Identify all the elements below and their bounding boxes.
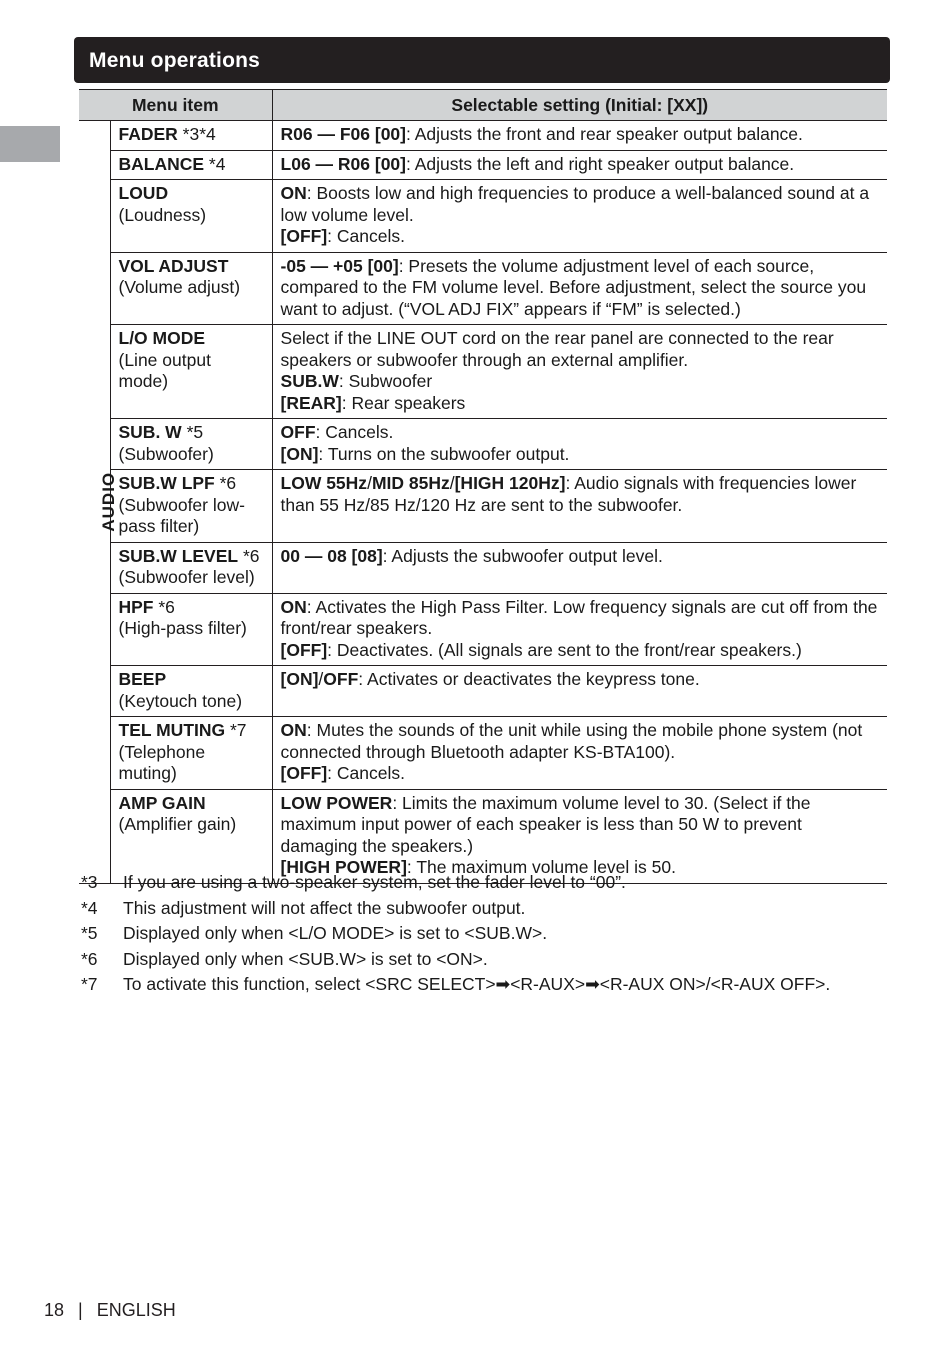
menu-item-footnote-ref: *7 [225, 720, 247, 740]
footnote-item [81, 947, 881, 973]
setting-value: [OFF] [280, 763, 328, 783]
setting-line [281, 597, 880, 640]
setting-text: / [449, 473, 455, 493]
footnote-item [81, 921, 881, 947]
menu-item-cell [110, 593, 272, 666]
setting-line [281, 371, 880, 393]
menu-item-name: SUB. W [118, 422, 182, 442]
table-row [79, 180, 887, 253]
setting-text: : Turns on the subwoofer output. [318, 443, 570, 464]
setting-line [281, 422, 880, 444]
setting-value: R06 — F06 [00] [280, 124, 406, 144]
setting-value: ON [280, 596, 307, 617]
menu-item-footnote-ref: *5 [181, 422, 204, 442]
setting-line [281, 546, 880, 568]
setting-value: ON [280, 183, 307, 203]
menu-item-description: (Subwoofer low-pass filter) [118, 494, 245, 536]
menu-item-name: LOUD [118, 183, 169, 203]
table-row [79, 789, 887, 883]
setting-cell [272, 150, 887, 180]
setting-text: : Adjusts the left and right speaker output balance. [405, 153, 795, 174]
setting-text: : Deactivates. (All signals are sent to the front/rear speakers.) [327, 639, 802, 660]
setting-value: LOW 55Hz [280, 473, 368, 493]
menu-item-name: VOL ADJUST [118, 255, 229, 276]
setting-value: LOW POWER [280, 792, 393, 813]
section-title: Menu operations [89, 49, 261, 72]
section-header-bar [74, 37, 890, 83]
setting-value: [HIGH POWER] [280, 857, 407, 877]
setting-value: [HIGH 120Hz] [454, 473, 566, 493]
table-row [79, 666, 887, 717]
menu-item-name: BEEP [118, 669, 167, 689]
footnote-mark: *7 [81, 974, 98, 994]
footnote-text: This adjustment will not affect the subwoofer output. [123, 897, 526, 918]
footnote-item [81, 896, 881, 922]
menu-item-description: (Keytouch tone) [118, 690, 243, 711]
footer-language: ENGLISH [96, 1300, 176, 1320]
setting-line [281, 124, 880, 146]
table-row [79, 121, 887, 151]
setting-cell [272, 180, 887, 253]
setting-line [281, 226, 880, 248]
menu-item-cell [110, 419, 272, 470]
menu-item-footnote-ref: *6 [153, 596, 175, 617]
table-row [79, 419, 887, 470]
menu-item-cell [110, 325, 272, 419]
setting-value: 00 — 08 [08] [280, 545, 383, 566]
setting-text: : Adjusts the subwoofer output level. [382, 545, 663, 566]
setting-text: / [367, 473, 372, 493]
menu-item-cell [110, 470, 272, 543]
footnote-text: If you are using a two-speaker system, set the fader level to “00”. [123, 872, 626, 892]
footnote-item [81, 870, 881, 896]
setting-cell [272, 666, 887, 717]
menu-item-name: L/O MODE [118, 328, 206, 348]
setting-text: / [318, 669, 324, 689]
category-cell [79, 121, 119, 884]
footnote-item [81, 972, 881, 998]
setting-line [281, 640, 880, 662]
page-number: 18 [44, 1300, 65, 1320]
menu-item-cell [110, 252, 272, 325]
page-footer [44, 1300, 176, 1321]
table-row [79, 252, 887, 325]
menu-item-description: (Amplifier gain) [118, 814, 237, 834]
setting-text: : Activates the High Pass Filter. Low frequency signals are cut off from the front/rear speakers. [280, 596, 878, 638]
setting-line [281, 793, 880, 858]
menu-item-name: SUB.W LPF [118, 473, 215, 493]
setting-value: -05 — +05 [00] [280, 255, 399, 276]
menu-item-cell [110, 542, 272, 593]
setting-line [281, 328, 880, 371]
setting-value: [ON] [280, 669, 319, 689]
table-header-row [79, 90, 887, 121]
footer-separator: | [78, 1300, 83, 1320]
setting-value: [REAR] [280, 392, 342, 413]
setting-text: : Cancels. [315, 422, 394, 442]
setting-cell [272, 593, 887, 666]
side-tab-marker [0, 126, 60, 162]
setting-line [281, 763, 880, 785]
setting-text: : Presets the volume adjustment level of each source, compared to the FM volume level. Before adjustment, select the source you want to adjust. (“VOL ADJ FIX” appears if “FM” is selected.) [280, 255, 867, 319]
menu-item-name: TEL MUTING [118, 720, 226, 740]
setting-text: : Mutes the sounds of the unit while using the mobile phone system (not connected through Bluetooth adapter KS-BTA100). [280, 720, 863, 762]
menu-table [79, 89, 887, 884]
setting-value: ON [280, 720, 307, 740]
menu-item-description: (High-pass filter) [118, 618, 247, 638]
menu-item-footnote-ref: *6 [214, 473, 237, 493]
table-row [79, 542, 887, 593]
menu-item-footnote-ref: *4 [204, 153, 226, 174]
table-row [79, 150, 887, 180]
setting-cell [272, 789, 887, 883]
setting-text: : Boosts low and high frequencies to produce a well-balanced sound at a low volume level. [280, 183, 870, 225]
menu-table-container [79, 89, 887, 884]
setting-value: OFF [280, 422, 316, 442]
menu-item-cell [110, 789, 272, 883]
footnote-mark: *3 [81, 872, 98, 892]
menu-item-footnote-ref: *3*4 [177, 124, 216, 144]
table-body [79, 121, 887, 884]
footnote-mark: *4 [81, 897, 98, 918]
setting-text: : Subwoofer [338, 371, 433, 391]
setting-value: [OFF] [280, 226, 328, 246]
setting-cell [272, 470, 887, 543]
footnote-mark: *5 [81, 923, 98, 943]
setting-value: MID 85Hz [371, 473, 450, 493]
menu-item-name: FADER [118, 124, 178, 144]
menu-item-footnote-ref: *6 [238, 545, 260, 566]
footnote-text: To activate this function, select <SRC SELECT>➡<R-AUX>➡<R-AUX ON>/<R-AUX OFF>. [123, 974, 831, 994]
table-row [79, 325, 887, 419]
menu-item-name: BALANCE [118, 153, 205, 174]
footnote-text: Displayed only when <SUB.W> is set to <ON>. [123, 948, 488, 969]
setting-cell [272, 325, 887, 419]
menu-item-description: (Line output mode) [118, 349, 211, 391]
setting-text: : Activates or deactivates the keypress tone. [358, 669, 700, 689]
menu-item-name: AMP GAIN [118, 792, 206, 813]
footnotes [81, 870, 881, 998]
menu-item-description: (Loudness) [118, 204, 207, 225]
setting-value: [OFF] [280, 639, 328, 660]
setting-value: L06 — R06 [00] [280, 153, 406, 174]
setting-value: SUB.W [280, 371, 339, 391]
setting-line [281, 473, 880, 516]
menu-item-description: (Telephone muting) [118, 741, 206, 783]
setting-cell [272, 121, 887, 151]
menu-item-cell [110, 180, 272, 253]
column-header-menu-item: Menu item [79, 90, 272, 121]
table-row [79, 470, 887, 543]
table-row [79, 717, 887, 790]
setting-line [281, 720, 880, 763]
menu-item-cell [110, 121, 272, 151]
setting-line [281, 256, 880, 321]
setting-text: : Audio signals with frequencies lower than 55 Hz/85 Hz/120 Hz are sent to the subwoofer. [280, 473, 857, 515]
setting-line [281, 669, 880, 691]
setting-text: : The maximum volume level is 50. [406, 857, 676, 877]
menu-item-cell [110, 150, 272, 180]
menu-item-description: (Volume adjust) [118, 277, 241, 297]
menu-item-description: (Subwoofer) [118, 443, 214, 464]
setting-line [281, 393, 880, 415]
setting-line [281, 154, 880, 176]
setting-line [281, 444, 880, 466]
table-row [79, 593, 887, 666]
setting-text: : Cancels. [327, 763, 405, 783]
setting-cell [272, 542, 887, 593]
footnote-mark: *6 [81, 948, 98, 969]
menu-item-cell [110, 717, 272, 790]
setting-cell [272, 717, 887, 790]
setting-text: : Limits the maximum volume level to 30. (Select if the maximum input power of each speaker is less than 50 W to prevent damaging the speakers.) [280, 792, 811, 856]
setting-text: : Cancels. [327, 226, 405, 246]
menu-item-description: (Subwoofer level) [118, 567, 255, 587]
setting-cell [272, 419, 887, 470]
setting-text: : Rear speakers [341, 392, 466, 413]
footnote-text: Displayed only when <L/O MODE> is set to <SUB.W>. [123, 923, 548, 943]
menu-item-cell [110, 666, 272, 717]
setting-value: [ON] [280, 443, 319, 464]
column-header-setting: Selectable setting (Initial: [XX]) [272, 90, 887, 121]
menu-item-name: HPF [118, 596, 154, 617]
setting-text: Select if the LINE OUT cord on the rear panel are connected to the rear speakers or subwoofer through an external amplifier. [280, 328, 834, 370]
setting-cell [272, 252, 887, 325]
setting-value: OFF [323, 669, 359, 689]
category-label: AUDIO [99, 471, 119, 532]
setting-line [281, 183, 880, 226]
setting-text: : Adjusts the front and rear speaker output balance. [405, 124, 803, 144]
menu-item-name: SUB.W LEVEL [118, 545, 239, 566]
